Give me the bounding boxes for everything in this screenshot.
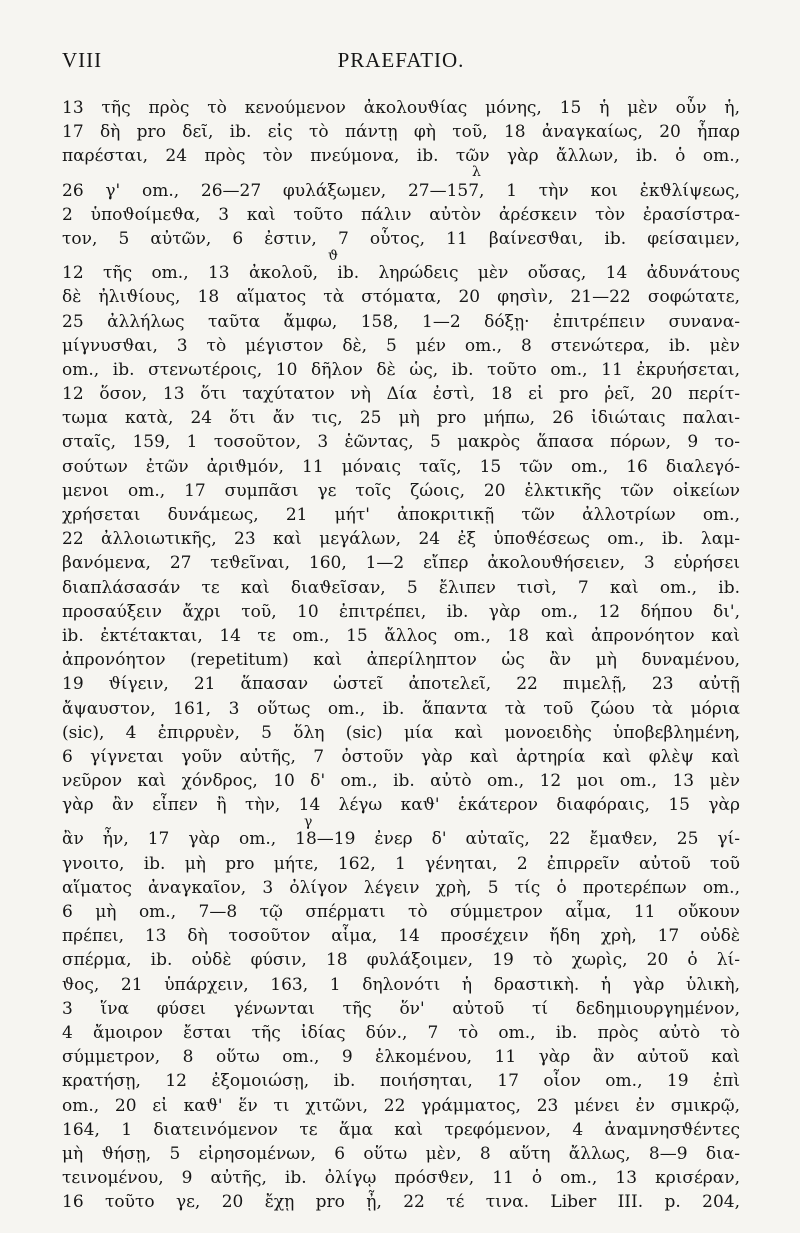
text-line: 6 γίγνεται γοῦν αὐτῆς, 7 ὀστοῦν γὰρ καὶ ἀρτηρία καὶ φλὲψ καὶ: [62, 746, 740, 767]
text-line: 4 ἄμοιρον ἔσται τῆς ἰδίας δύν., 7 τὸ om., ib. πρὸς αὐτὸ τὸ: [62, 1022, 740, 1043]
text-line: βανόμενα, 27 τεϑεῖναι, 160, 1—2 εἴπερ ἀκολουϑήσειεν, 3 εὑρήσει: [62, 553, 740, 574]
page-header: [62, 48, 740, 78]
text-line: 12 τῆς om., 13 ἀκολοῦ, ib. ληρώδεις μὲν οὔσας, 14 ἀδυνάτους: [62, 263, 740, 284]
page-number: VIII: [62, 48, 103, 72]
text-line: 12 ὅσον, 13 ὅτι ταχύτατον νὴ Δία ἐστὶ, 18 εἰ pro ῥεῖ, 20 περίτ-: [62, 384, 740, 405]
text-line: γνοιτο, ib. μὴ pro μήτε, 162, 1 γένηται, 2 ἐπιρρεῖν αὐτοῦ τοῦ: [62, 853, 740, 874]
text-line: 16 τοῦτο γε, 20 ἔχῃ pro ᾖ, 22 τέ τινα. Liber III. p. 204,: [62, 1192, 740, 1213]
text-line: νεῦρον καὶ χόνδρος, 10 δ' om., ib. αὐτὸ om., 12 μοι om., 13 μὲν: [62, 771, 740, 792]
text-line: σούτων ἐτῶν ἀριϑμόν, 11 μόναις ταῖς, 15 τῶν om., 16 διαλεγό-: [62, 456, 740, 477]
text-line: om., ib. στενωτέροις, 10 δῆλον δὲ ὡς, ib. τοῦτο om., 11 ἐκρυήσεται,: [62, 359, 740, 380]
text-line: ib. ἐκτέτακται, 14 τε om., 15 ἄλλος om., 18 καὶ ἀπρονόητον καὶ: [62, 625, 740, 646]
text-line: σταῖς, 159, 1 τοσοῦτον, 3 ἑῶντας, 5 μακρὸς ἅπασα πόρων, 9 το-: [62, 432, 740, 453]
text-line: 26 γ' om., 26—27 φυλάξωμεν, 27—157, 1 τὴν κοι ἐκϑλίψεως,: [62, 180, 740, 201]
text-line: 3 ἵνα φύσει γένωνται τῆς ὅν' αὐτοῦ τί δεδημιουργημένον,: [62, 998, 740, 1019]
text-line: χρήσεται δυνάμεως, 21 μήτ' ἀποκριτικῇ τῶν ἀλλοτρίων om.,: [62, 505, 740, 525]
text-line: διαπλάσασάν τε καὶ διαϑεῖσαν, 5 ἔλιπεν τισὶ, 7 καὶ om., ib.: [62, 577, 740, 598]
text-line: 17 δὴ pro δεῖ, ib. εἰς τὸ πάντῃ φὴ τοῦ, 18 ἀναγκαίως, 20 ἧπαρ: [62, 122, 740, 143]
text-line: 19 ϑίγειν, 21 ἅπασαν ὡστεῖ ἀποτελεῖ, 22 πιμελῇ, 23 αὐτῇ: [62, 674, 740, 695]
text-line: μενοι om., 17 συμπᾶσι γε τοῖς ζώοις, 20 ἑλκτικῆς τῶν οἰκείων: [62, 480, 740, 501]
text-line: δὲ ἠλιϑίους, 18 αἵματος τὰ στόματα, 20 φησὶν, 21—22 σοφώτατε,: [62, 287, 740, 308]
text-line: ϑος, 21 ὑπάρχειν, 163, 1 δηλονότι ἡ δραστικὴ. ἡ γὰρ ὑλικὴ,: [62, 974, 740, 995]
running-title: PRAEFATIO.: [337, 48, 465, 72]
text-line: γὰρ ἂν εἶπεν ἢ τὴν, 14 λέγω καϑ' ἑκάτερον διαφόραις, 15 γὰρ: [62, 795, 740, 816]
text-line: τον, 5 αὐτῶν, 6 ἐστιν, 7 οὗτος, 11 βαίνεσϑαι, ib. φείσαιμεν,: [62, 228, 740, 249]
text-line: κρατήσῃ, 12 ἐξομοιώσῃ, ib. ποιήσηται, 17 οἷον om., 19 ἐπὶ: [62, 1071, 740, 1092]
text-line: 25 ἀλλήλως ταῦτα ἄμφω, 158, 1—2 δόξῃ· ἐπιτρέπειν συνανα-: [62, 311, 740, 332]
text-line: πρέπει, 13 δὴ τοσοῦτον αἷμα, 14 προσέχειν ἤδη χρὴ, 17 οὐδὲ: [62, 926, 740, 947]
text-line: σπέρμα, ib. οὐδὲ φύσιν, 18 φυλάξοιμεν, 19 τὸ χωρὶς, 20 ὁ λί-: [62, 950, 740, 971]
text-line: μίγνυσϑαι, 3 τὸ μέγιστον δὲ, 5 μέν om., 8 στενώτερα, ib. μὲν: [62, 335, 740, 356]
text-line: τωμα κατὰ, 24 ὅτι ἄν τις, 25 μὴ pro μήπω, 26 ἰδιώταις παλαι-: [62, 408, 740, 429]
text-line: 22 ἀλλοιωτικῆς, 23 καὶ μεγάλων, 24 ἐξ ὑποϑέσεως om., ib. λαμ-: [62, 529, 740, 550]
text-line: (sic), 4 ἐπιρρυὲν, 5 ὅλη (sic) μία καὶ μονοειδὴς ὑποβεβλημένη,: [62, 722, 740, 743]
text-line: 164, 1 διατεινόμενον τε ἅμα καὶ τρεφόμενον, 4 ἀναμνησϑέντες: [62, 1119, 740, 1140]
text-line: om., 20 εἰ καϑ' ἕν τι χιτῶνι, 22 γράμματος, 23 μένει ἐν σμικρῷ,: [62, 1095, 740, 1116]
text-line: σύμμετρον, 8 οὕτω om., 9 ἑλκομένου, 11 γὰρ ἂν αὐτοῦ καὶ: [62, 1047, 740, 1068]
text-line: 2 ὑποϑοίμεϑα, 3 καὶ τοῦτο πάλιν αὐτὸν ἀρέσκειν τὸν ἐρασίστρα-: [62, 204, 740, 225]
text-line: παρέσται, 24 πρὸς τὸν πνεύμονα, ib. τῶν γὰρ ἄλλων, ib. ὁ om.,: [62, 146, 740, 167]
text-line: προσαύξειν ἄχρι τοῦ, 10 ἐπιτρέπει, ib. γὰρ om., 12 δήπου δι',: [62, 601, 740, 622]
text-line: τεινομένου, 9 αὐτῆς, ib. ὀλίγῳ πρόσϑεν, 11 ὁ om., 13 κρισέραν,: [62, 1168, 740, 1189]
text-line: ἂν ἦν, 17 γὰρ om., 18—19 ἐνερ δ' αὐταῖς, 22 ἔμαϑεν, 25 γί-: [62, 829, 740, 850]
text-line: 13 τῆς πρὸς τὸ κενούμενον ἀκολουϑίας μόνης, 15 ἡ μὲν οὖν ἡ,: [62, 98, 740, 118]
text-line: μὴ ϑήσῃ, 5 εἰρησομένων, 6 οὕτω μὲν, 8 αὕτη ἄλλως, 8—9 δια-: [62, 1143, 740, 1164]
text-line: ἄψαυστον, 161, 3 οὕτως om., ib. ἅπαντα τὰ τοῦ ζώου τὰ μόρια: [62, 698, 740, 719]
text-line: 6 μὴ om., 7—8 τῷ σπέρματι τὸ σύμμετρον αἷμα, 11 οὔκουν: [62, 902, 740, 922]
text-line: αἵματος ἀναγκαῖον, 3 ὀλίγον λέγειν χρὴ, 5 τίς ὁ προτερέπων om.,: [62, 877, 740, 898]
text-body: 13 τῆς πρὸς τὸ κενούμενον ἀκολουϑίας μόνης, 15 ἡ μὲν οὖν ἡ, 17 δὴ pro δεῖ, ib. εἰς τὸ πάντῃ φὴ τοῦ, 18 ἀναγκαίως, 20 ἧπαρ παρέσται, 24 πρὸς τὸν πνεύμονα, ib. τῶν γὰρ ἄλλων, ib. ὁ om., λ 26 γ' om., 26—27 φυλάξωμεν, 27—157, 1 τὴν κοι ἐκϑλίψεως, 2 ὑποϑοίμεϑα, 3 καὶ τοῦτο πάλιν αὐτὸν ἀρέσκειν τὸν ἐρασίστρα- τον, 5 αὐτῶν, 6 ἐστιν, 7 οὗτος, 11 βαίνεσϑαι, ib. φείσαιμεν, ϑ 12 τῆς om., 13 ἀκολοῦ, ib. ληρώδεις μὲν οὔσας, 14 ἀδυνάτους δὲ ἠλιϑίους, 18 αἵματος τὰ στόματα, 20 φησὶν, 21—22 σοφώτατε, 25 ἀλλήλως ταῦτα ἄμφω, 158, 1—2 δόξῃ· ἐπιτρέπειν συνανα- μίγνυσϑαι, 3 τὸ μέγιστον δὲ, 5 μέν om., 8 στενώτερα, ib. μὲν om., ib. στενωτέροις, 10 δῆλον δὲ ὡς, ib. τοῦτο om., 11 ἐκρυήσεται, 12 ὅσον, 13 ὅτι ταχύτατον νὴ Δία ἐστὶ, 18 εἰ pro ῥεῖ, 20 περίτ- τωμα κατὰ, 24 ὅτι ἄν τις, 25 μὴ pro μήπω, 26 ἰδιώταις παλαι- σταῖς, 159, 1 τοσοῦτον, 3 ἑῶντας, 5 μακρὸς ἅπασα πόρων, 9 το- σούτων ἐτῶν ἀριϑμόν, 11 μόναις ταῖς, 15 τῶν om., 16 διαλεγό- μενοι om., 17 συμπᾶσι γε τοῖς ζώοις, 20 ἑλκτικῆς τῶν οἰκείων χρήσεται δυνάμεως, 21 μήτ' ἀποκριτικῇ τῶν ἀλλοτρίων om., 22 ἀλλοιωτικῆς, 23 καὶ μεγάλων, 24 ἐξ ὑποϑέσεως om., ib. λαμ- βανόμενα, 27 τεϑεῖναι, 160, 1—2 εἴπερ ἀκολουϑήσειεν, 3 εὑρήσει διαπλάσασάν τε καὶ διαϑεῖσαν, 5 ἔλιπεν τισὶ, 7 καὶ om., ib. προσαύξειν ἄχρι τοῦ, 10 ἐπιτρέπει, ib. γὰρ om., 12 δήπου δι', ib. ἐκτέτακται, 14 τε om., 15 ἄλλος om., 18 καὶ ἀπρονόητον καὶ ἀπρονόητον (repetitum) καὶ ἀπερίληπτον ὡς ἂν μὴ δυναμένου, 19 ϑίγειν, 21 ἅπασαν ὡστεῖ ἀποτελεῖ, 22 πιμελῇ, 23 αὐτῇ ἄψαυστον, 161, 3 οὕτως om., ib. ἅπαντα τὰ τοῦ ζώου τὰ μόρια (sic), 4 ἐπιρρυὲν, 5 ὅλη (sic) μία καὶ μονοειδὴς ὑποβεβλημένη, 6 γίγνεται γοῦν αὐτῆς, 7 ὀστοῦν γὰρ καὶ ἀρτηρία καὶ φλὲψ καὶ νεῦρον καὶ χόνδρος, 10 δ' om., ib. αὐτὸ om., 12 μοι om., 13 μὲν γὰρ ἂν εἶπεν ἢ τὴν, 14 λέγω καϑ' ἑκάτερον διαφόραις, 15 γὰρ γ ἂν ἦν, 17 γὰρ om., 18—19 ἐνερ δ' αὐταῖς, 22 ἔμαϑεν, 25 γί- γνοιτο, ib. μὴ pro μήτε, 162, 1 γένηται, 2 ἐπιρρεῖν αὐτοῦ τοῦ αἵματος ἀναγκαῖον, 3 ὀλίγον λέγειν χρὴ, 5 τίς ὁ προτερέπων om., 6 μὴ om., 7—8 τῷ σπέρματι τὸ σύμμετρον αἷμα, 11 οὔκουν πρέπει, 13 δὴ τοσοῦτον αἷμα, 14 προσέχειν ἤδη χρὴ, 17 οὐδὲ σπέρμα, ib. οὐδὲ φύσιν, 18 φυλάξοιμεν, 19 τὸ χωρὶς, 20 ὁ λί- ϑος, 21 ὑπάρχειν, 163, 1 δηλονότι ἡ δραστικὴ. ἡ γὰρ ὑλικὴ, 3 ἵνα φύσει γένωνται τῆς ὅν' αὐτοῦ τί δεδημιουργημένον, 4 ἄμοιρον ἔσται τῆς ἰδίας δύν., 7 τὸ om., ib. πρὸς αὐτὸ τὸ σύμμετρον, 8 οὕτω om., 9 ἑλκομένου, 11 γὰρ ἂν αὐτοῦ καὶ κρατήσῃ, 12 ἐξομοιώσῃ, ib. ποιήσηται, 17 οἷον om., 19 ἐπὶ om., 20 εἰ καϑ' ἕν τι χιτῶνι, 22 γράμματος, 23 μένει ἐν σμικρῷ, 164, 1 διατεινόμενον τε ἅμα καὶ τρεφόμενον, 4 ἀναμνησϑέντες μὴ ϑήσῃ, 5 εἰρησομένων, 6 οὕτω μὲν, 8 αὕτη ἄλλως, 8—9 δια- τεινομένου, 9 αὐτῆς, ib. ὀλίγῳ πρόσϑεν, 11 ὁ om., 13 κρισέραν, 16 τοῦτο γε, 20 ἔχῃ pro ᾖ, 22 τέ τινα. Liber III. p. 204,: [62, 96, 740, 1214]
text-line: ἀπρονόητον (repetitum) καὶ ἀπερίληπτον ὡς ἂν μὴ δυναμένου,: [62, 650, 740, 671]
